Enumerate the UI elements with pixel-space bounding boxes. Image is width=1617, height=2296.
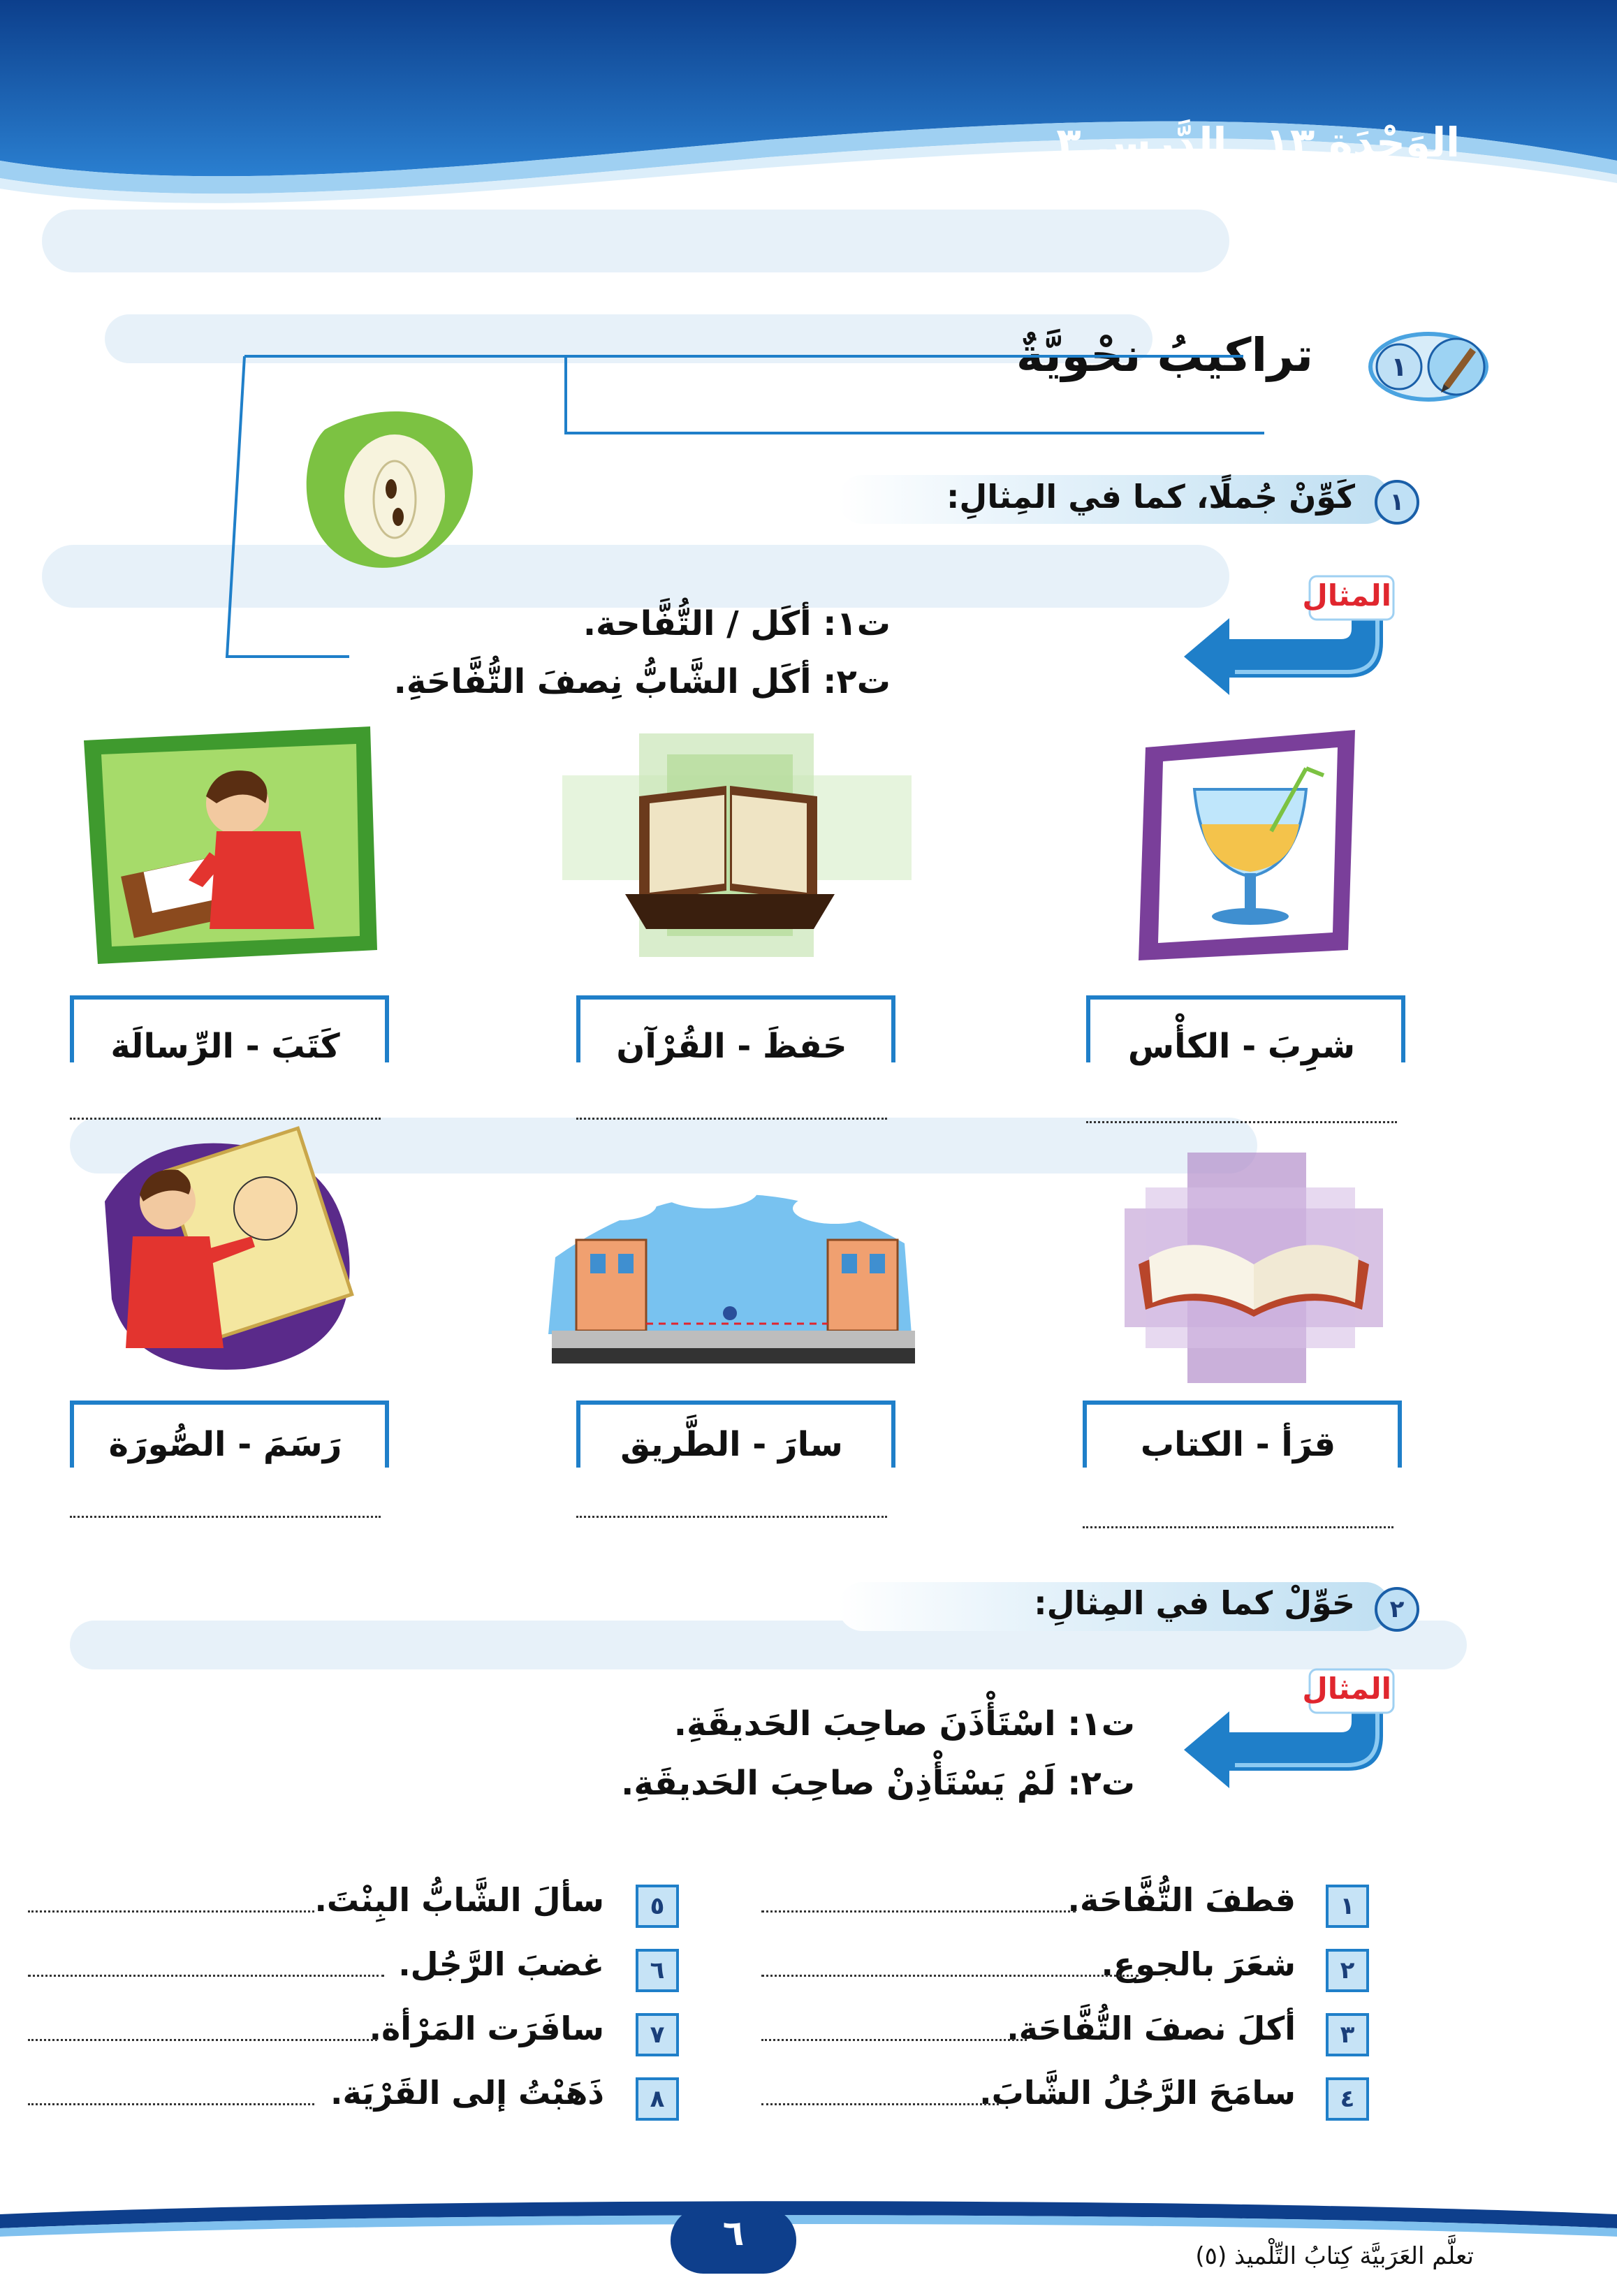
item-text-8: ذَهَبْتُ إلى القَرْيَة. xyxy=(330,2074,604,2112)
card-label-5: سارَ - الطَّريق xyxy=(620,1425,843,1464)
item-answer-5[interactable] xyxy=(28,1910,314,1913)
item-text-5: سألَ الشَّابُّ البِنْتَ. xyxy=(314,1881,604,1919)
item-text-4: سامَحَ الرَّجُلُ الشَّابَ. xyxy=(979,2074,1296,2112)
item-answer-4[interactable] xyxy=(761,2103,999,2105)
example2-line2: ت٢: لَمْ يَسْتَأْذِنْ صاحِبَ الحَديقَةِ. xyxy=(621,1764,1135,1803)
item-number-6: ٦ xyxy=(636,1949,679,1992)
item-number-8: ٨ xyxy=(636,2077,679,2121)
item-answer-8[interactable] xyxy=(28,2103,314,2105)
page-number: ٦ xyxy=(722,2213,745,2253)
item-number-3: ٣ xyxy=(1326,2013,1369,2056)
section-badge xyxy=(1366,328,1491,405)
exercise2-number: ٢ xyxy=(1375,1587,1419,1632)
item-answer-7[interactable] xyxy=(28,2039,377,2041)
item-text-3: أكلَ نصفَ التُّفَّاحَة. xyxy=(1007,2010,1296,2047)
example2-line1: ت١: اسْتَأْذَنَ صاحِبَ الحَديقَةِ. xyxy=(673,1704,1135,1743)
card-label-3: كَتَبَ - الرِّسالَة xyxy=(110,1027,340,1066)
item-text-2: شعَرَ بالجوع. xyxy=(1101,1945,1296,1983)
answer-line-5[interactable] xyxy=(576,1516,887,1518)
answer-line-4[interactable] xyxy=(1083,1526,1393,1528)
item-answer-2[interactable] xyxy=(761,1975,1139,1977)
item-number-2: ٢ xyxy=(1326,1949,1369,1992)
header-wave xyxy=(0,0,1617,224)
lesson-label: الدَّرس ٣ xyxy=(1056,119,1227,166)
street-icon xyxy=(534,1153,925,1383)
answer-line-6[interactable] xyxy=(70,1516,381,1518)
exercise1-instruction: كَوِّنْ جُملًا، كما في المِثالِ: xyxy=(946,478,1355,515)
item-text-7: سافَرَت المَرْأة. xyxy=(369,2010,604,2047)
item-answer-6[interactable] xyxy=(28,1975,384,1977)
card-label-2: حَفظَ - القُرْآن xyxy=(616,1027,847,1066)
quran-icon xyxy=(562,733,912,957)
boy-painting-icon xyxy=(91,1118,370,1383)
apple-image xyxy=(304,402,485,583)
card-label-4: قرَأ - الكتاب xyxy=(1140,1425,1336,1464)
item-number-7: ٧ xyxy=(636,2013,679,2056)
section-number: ١ xyxy=(1391,351,1407,382)
item-number-5: ٥ xyxy=(636,1885,679,1928)
item-number-4: ٤ xyxy=(1326,2077,1369,2121)
card-label-6: رَسَمَ - الصُّورَة xyxy=(108,1425,342,1464)
glass-drink-icon xyxy=(1132,726,1362,964)
boy-writing-icon xyxy=(77,726,384,964)
example2-label: المثال xyxy=(1302,1672,1391,1706)
open-book-icon xyxy=(1125,1153,1383,1383)
book-title: تعلَّم العَرَبيَّة كِتابُ التِّلْميذ (٥) xyxy=(1195,2242,1474,2270)
item-answer-3[interactable] xyxy=(761,2039,1027,2041)
example1-line2: ت٢: أكَل الشَّابُّ نِصفَ التُّفَّاحَةِ. xyxy=(393,662,891,701)
item-answer-1[interactable] xyxy=(761,1910,1076,1913)
section-title: تراكيبُ نحْويَّةٌ xyxy=(1016,328,1313,382)
header-title xyxy=(1018,119,1460,166)
exercise2-instruction: حَوِّلْ كما في المِثالِ: xyxy=(1034,1584,1355,1622)
answer-line-1[interactable] xyxy=(1086,1121,1397,1123)
item-number-1: ١ xyxy=(1326,1885,1369,1928)
card-label-1: شرِبَ - الكأْس xyxy=(1127,1027,1356,1066)
exercise1-number: ١ xyxy=(1375,480,1419,525)
example1-label: المثال xyxy=(1302,578,1391,613)
item-text-6: غضبَ الرَّجُل. xyxy=(398,1945,604,1983)
answer-line-2[interactable] xyxy=(576,1118,887,1120)
unit-label: الوَحْدَة ١٣ xyxy=(1265,119,1460,166)
item-text-1: قطفَ التُّفَّاحَة. xyxy=(1067,1881,1296,1919)
example1-line1: ت١: أكَل / التُّفَّاحة. xyxy=(583,604,891,643)
